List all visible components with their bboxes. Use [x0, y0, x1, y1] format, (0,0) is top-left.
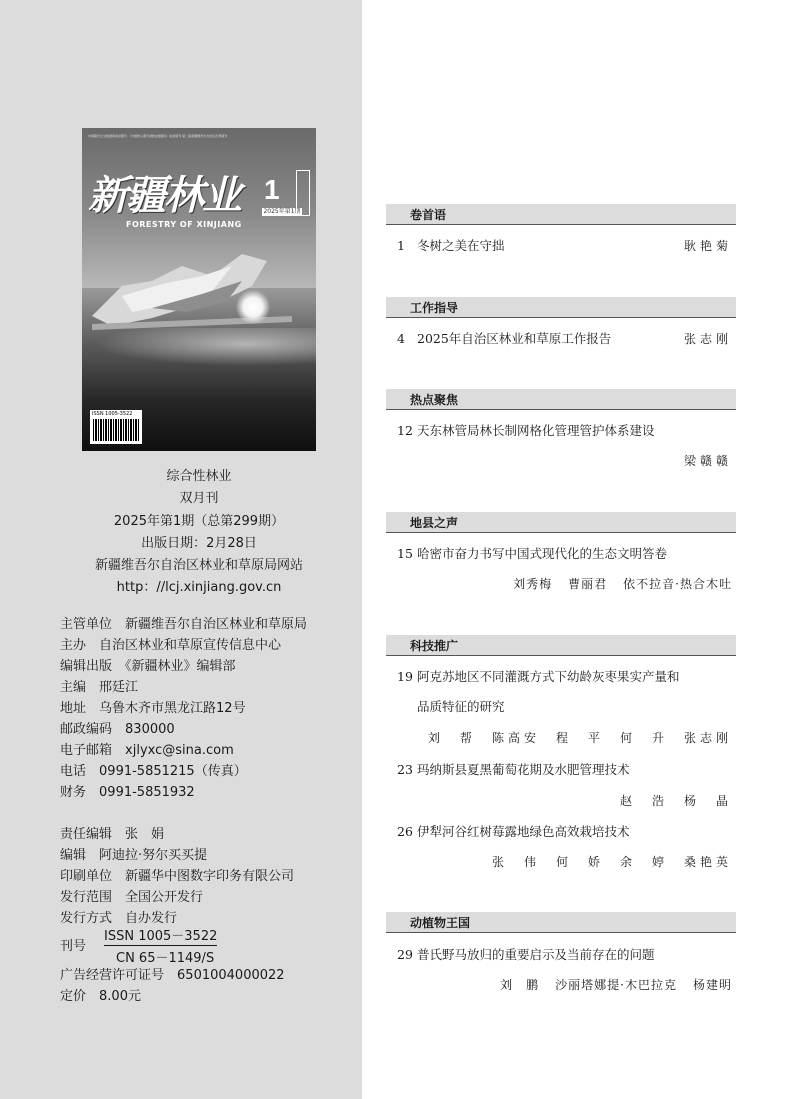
toc-section-header [386, 635, 736, 656]
toc-entry-authors: 刘秀梅 曹丽君 依不拉音·热合木吐 [513, 577, 732, 591]
cover-year-label: 2025年第1期 [263, 208, 301, 215]
info-row-sponsor: 主办 自治区林业和草原宣传信息中心 [60, 638, 282, 653]
cover-top-line: 中国期刊全文数据库收录期刊 《中国核心期刊(遴选)数据库》收录期刊 第二届新疆维吾尔自治区优秀期刊 [88, 134, 228, 138]
toc-page-number: 26 [397, 824, 413, 839]
cover-barcode [90, 410, 142, 444]
info-row-supervisor: 主管单位 新疆维吾尔自治区林业和草原局 [60, 617, 308, 632]
journal-issue: 2025年第1期（总第299期） [113, 514, 285, 529]
cover-issue-number: 1 [264, 174, 280, 205]
kanhao-label: 刊号 [60, 939, 87, 954]
barcode-isbn: ISSN 1005-3522 [92, 411, 133, 417]
cover-side-box [296, 170, 310, 216]
toc-section-title: 地县之声 [410, 516, 459, 530]
cover-sun [236, 290, 270, 324]
toc-page-number: 4 [397, 331, 405, 346]
toc-entry-title: 伊犁河谷红树莓露地绿色高效栽培技术 [417, 824, 630, 839]
staff-row-distribution-method: 发行方式 自办发行 [60, 911, 178, 926]
info-row-publisher: 编辑出版 《新疆林业》编辑部 [60, 659, 236, 674]
toc-section-header [386, 204, 736, 225]
toc-entry-title: 天东林管局林长制网格化管理管护体系建设 [417, 423, 655, 438]
barcode-bars [93, 419, 139, 441]
toc-page-number: 12 [397, 423, 413, 438]
cover-title: 新疆林业 [88, 172, 240, 219]
toc-entry[interactable] [397, 236, 505, 254]
info-row-postcode: 邮政编码 830000 [60, 722, 175, 737]
kanhao-issn: ISSN 1005－3522 [104, 925, 217, 946]
cover-english-title: FORESTRY OF XINJIANG [126, 220, 242, 229]
toc-entry-authors: 刘 帮 陈高安 程 平 何 升 张志刚 [427, 731, 732, 745]
info-row-email: 电子邮箱 xjlyxc@sina.com [60, 743, 234, 758]
toc-section-title: 动植物王国 [410, 916, 471, 930]
toc-entry[interactable] [397, 945, 655, 963]
toc-entry-authors: 梁赣赣 [683, 454, 732, 468]
info-row-finance: 财务 0991-5851932 [60, 785, 195, 800]
cover-glare [82, 328, 316, 368]
toc-page-number: 29 [397, 947, 413, 962]
info-row-phone: 电话 0991-5851215（传真） [60, 764, 247, 779]
journal-url[interactable]: http：//lcj.xinjiang.gov.cn [116, 580, 282, 595]
kanhao-numbers [104, 925, 217, 966]
toc-entry-title: 阿克苏地区不同灌溉方式下幼龄灰枣果实产量和 [417, 669, 680, 684]
toc-section-header [386, 512, 736, 533]
toc-section-header [386, 297, 736, 318]
ad-license-row: 广告经营许可证号 6501004000022 [60, 968, 285, 983]
journal-website-name: 新疆维吾尔自治区林业和草原局网站 [94, 558, 303, 573]
toc-section-title: 科技推广 [410, 639, 459, 653]
toc-entry[interactable] [397, 421, 655, 439]
toc-entry-authors: 张志刚 [683, 332, 732, 346]
journal-pub-date: 出版日期：2月28日 [141, 536, 257, 551]
journal-category: 综合性林业 [166, 469, 232, 484]
toc-entry-title: 2025年自治区林业和草原工作报告 [417, 331, 612, 346]
journal-frequency: 双月刊 [179, 491, 219, 506]
toc-section-header [386, 912, 736, 933]
staff-row-printer: 印刷单位 新疆华中图数字印务有限公司 [60, 869, 295, 884]
toc-entry-title-continued[interactable]: 品质特征的研究 [417, 699, 505, 714]
toc-section-title: 热点聚焦 [410, 393, 459, 407]
journal-cover-image [82, 128, 316, 451]
staff-row-responsible-editor: 责任编辑 张 娟 [60, 827, 165, 842]
toc-page-number: 15 [397, 546, 413, 561]
toc-page-number: 19 [397, 669, 413, 684]
info-row-chief-editor: 主编 邢廷江 [60, 680, 139, 695]
toc-section-title: 工作指导 [410, 301, 459, 315]
toc-entry-title: 冬树之美在守拙 [417, 238, 505, 253]
toc-entry[interactable] [397, 760, 630, 778]
kanhao-cn: CN 65－1149/S [116, 951, 215, 966]
toc-page-number: 23 [397, 762, 413, 777]
toc-entry[interactable] [397, 667, 680, 685]
toc-entry-authors: 赵 浩 杨 晶 [619, 794, 732, 808]
toc-section-title: 卷首语 [410, 208, 447, 222]
staff-row-distribution-scope: 发行范围 全国公开发行 [60, 890, 204, 905]
cover-ice-sculpture [92, 246, 292, 336]
info-row-address: 地址 乌鲁木齐市黑龙江路12号 [60, 701, 246, 716]
toc-entry[interactable] [397, 822, 630, 840]
toc-section-header [386, 389, 736, 410]
toc-entry-authors: 耿艳菊 [683, 239, 732, 253]
toc-entry-title: 哈密市奋力书写中国式现代化的生态文明答卷 [417, 546, 668, 561]
price-row: 定价 8.00元 [60, 989, 141, 1004]
toc-entry-title: 普氏野马放归的重要启示及当前存在的问题 [417, 947, 655, 962]
toc-entry-title: 玛纳斯县夏黑葡萄花期及水肥管理技术 [417, 762, 630, 777]
toc-entry-authors: 刘 鹏 沙丽塔娜提·木巴拉克 杨建明 [500, 978, 732, 992]
toc-page-number: 1 [397, 238, 405, 253]
toc-entry-authors: 张 伟 何 娇 余 婷 桑艳英 [491, 855, 732, 869]
toc-entry[interactable] [397, 329, 611, 347]
toc-entry[interactable] [397, 544, 667, 562]
staff-row-editor: 编辑 阿迪拉·努尔买买提 [60, 848, 208, 863]
